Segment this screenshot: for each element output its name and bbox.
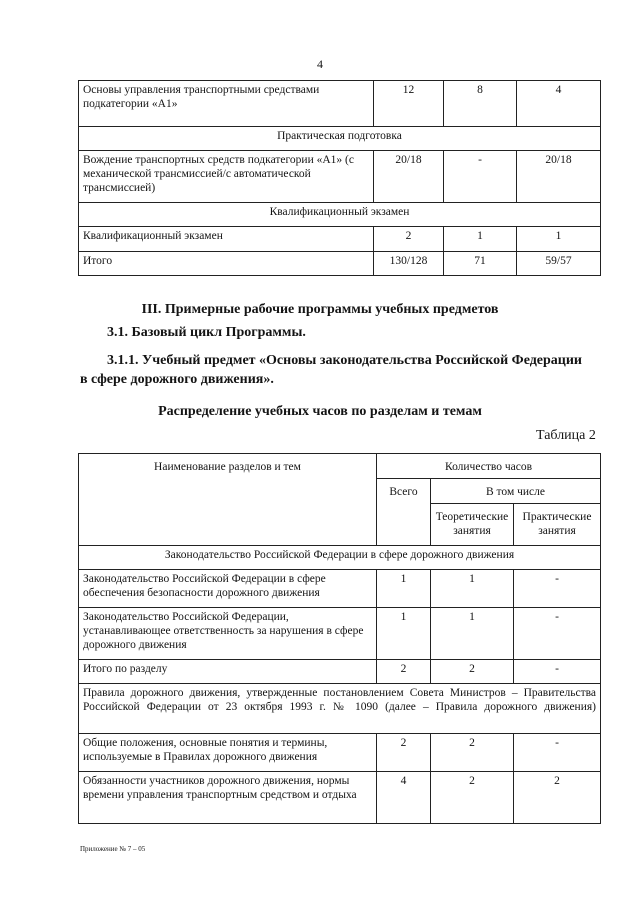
section-title: Практическая подготовка — [79, 127, 601, 151]
section-title: Правила дорожного движения, утвержденные постановлением Совета Министров – Правительства Российской Федерации от 23 октября 1993 г. № 1090 (далее – Правила дорожного движения) — [79, 684, 601, 734]
header-hours: Количество часов — [377, 454, 601, 479]
row-practice: - — [514, 608, 601, 660]
row-name: Вождение транспортных средств подкатегории «A1» (с механической трансмиссией/с автоматической трансмиссией) — [79, 151, 374, 203]
row-name: Основы управления транспортными средствами подкатегории «A1» — [79, 81, 374, 127]
row-total: 2 — [377, 734, 431, 772]
table-row — [79, 252, 601, 276]
row-practice: - — [514, 734, 601, 772]
row-total: 130/128 — [374, 252, 444, 276]
row-total: 1 — [377, 570, 431, 608]
subject-heading-line1: 3.1.1. Учебный предмет «Основы законодательства Российской Федерации — [107, 353, 583, 368]
section-row — [79, 546, 601, 570]
table-label: Таблица 2 — [536, 428, 596, 443]
section-heading: III. Примерные рабочие программы учебных предметов — [141, 302, 499, 317]
row-theory: 2 — [431, 734, 514, 772]
header-theory: Теоретические занятия — [431, 504, 514, 546]
hours-distribution-table — [78, 453, 601, 824]
row-name: Обязанности участников дорожного движения, нормы времени управления транспортным средством и отдыха — [79, 772, 377, 824]
row-name: Законодательство Российской Федерации, устанавливающее ответственность за нарушения в сфере дорожного движения — [79, 608, 377, 660]
row-total: 20/18 — [374, 151, 444, 203]
row-total: 2 — [374, 227, 444, 252]
row-name: Итого — [79, 252, 374, 276]
row-name: Итого по разделу — [79, 660, 377, 684]
row-practice: 1 — [517, 227, 601, 252]
row-practice: - — [514, 570, 601, 608]
table-row — [79, 570, 601, 608]
row-theory: 1 — [431, 608, 514, 660]
section-row — [79, 684, 601, 734]
row-name: Законодательство Российской Федерации в сфере обеспечения безопасности дорожного движения — [79, 570, 377, 608]
section-title: Квалификационный экзамен — [79, 203, 601, 227]
footer-note: Приложение № 7 – 05 — [80, 845, 146, 853]
header-name-column: Наименование разделов и тем — [79, 454, 377, 546]
table-row — [79, 660, 601, 684]
row-practice: 20/18 — [517, 151, 601, 203]
curriculum-table-continued — [78, 80, 601, 276]
row-name: Квалификационный экзамен — [79, 227, 374, 252]
table-row — [79, 772, 601, 824]
subsection-heading: 3.1. Базовый цикл Программы. — [107, 325, 306, 340]
row-theory: 71 — [444, 252, 517, 276]
header-total: Всего — [377, 479, 431, 546]
section-title: Законодательство Российской Федерации в сфере дорожного движения — [79, 546, 601, 570]
page-number: 4 — [317, 57, 323, 71]
row-total: 4 — [377, 772, 431, 824]
subject-heading-line2: в сфере дорожного движения». — [80, 372, 274, 387]
row-name: Общие положения, основные понятия и термины, используемые в Правилах дорожного движения — [79, 734, 377, 772]
row-theory: 8 — [444, 81, 517, 127]
section-row — [79, 127, 601, 151]
row-practice: - — [514, 660, 601, 684]
table-row — [79, 81, 601, 127]
row-practice: 59/57 — [517, 252, 601, 276]
section-row — [79, 203, 601, 227]
header-including: В том числе — [431, 479, 601, 504]
row-theory: 1 — [431, 570, 514, 608]
row-theory: 2 — [431, 772, 514, 824]
row-practice: 4 — [517, 81, 601, 127]
table-row — [79, 151, 601, 203]
row-theory: - — [444, 151, 517, 203]
row-total: 12 — [374, 81, 444, 127]
distribution-heading: Распределение учебных часов по разделам и темам — [158, 404, 482, 419]
table-row — [79, 227, 601, 252]
row-theory: 2 — [431, 660, 514, 684]
table-row — [79, 608, 601, 660]
row-theory: 1 — [444, 227, 517, 252]
row-total: 2 — [377, 660, 431, 684]
table-row — [79, 734, 601, 772]
header-practice: Практические занятия — [514, 504, 601, 546]
row-practice: 2 — [514, 772, 601, 824]
row-total: 1 — [377, 608, 431, 660]
